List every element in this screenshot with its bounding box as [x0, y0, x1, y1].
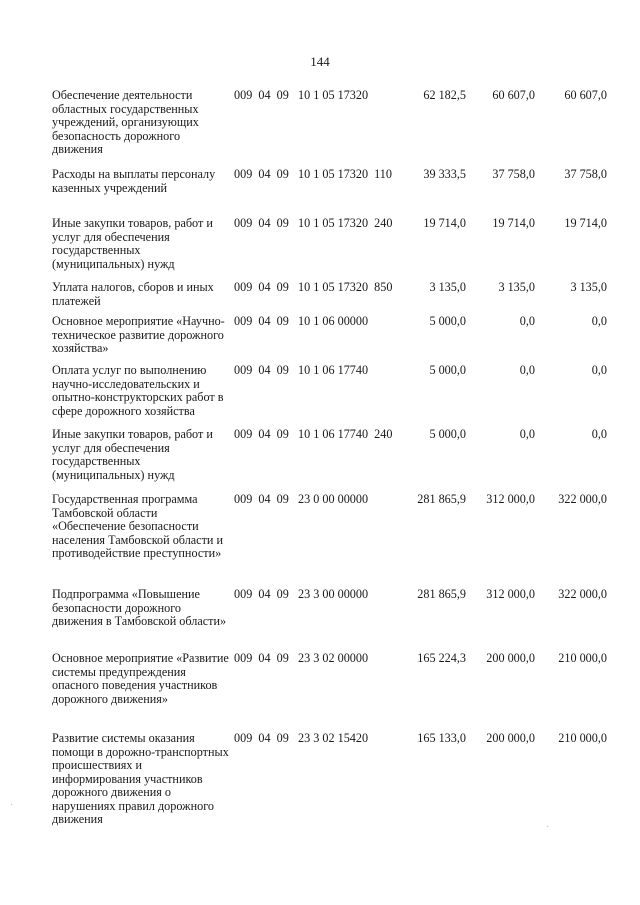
row-name: Оплата услуг по выполнению научно-исследовательских и опытно-конструкторских работ в сфере дорожного хозяйства — [52, 363, 224, 418]
row-value-2: 312 000,0 — [486, 492, 535, 506]
row-value-3: 322 000,0 — [558, 492, 607, 506]
row-code: 009 04 09 23 0 00 00000 — [234, 492, 369, 506]
row-code: 009 04 09 10 1 05 17320 — [234, 88, 369, 102]
row-name: Подпрограмма «Повышение безопасности дорожного движения в Тамбовской области» — [52, 587, 227, 628]
row-value-1: 165 133,0 — [417, 731, 466, 745]
row-value-3: 210 000,0 — [558, 651, 607, 665]
row-name: Обеспечение деятельности областных государственных учреждений, организующих безопасность дорожного движения — [52, 88, 199, 156]
row-value-2: 37 758,0 — [492, 167, 535, 181]
row-value-1: 281 865,9 — [417, 492, 466, 506]
row-value-2: 0,0 — [519, 427, 535, 441]
row-value-3: 0,0 — [591, 363, 607, 377]
row-value-3: 0,0 — [591, 314, 607, 328]
row-code: 009 04 09 10 1 05 17320 850 — [234, 280, 393, 294]
row-value-3: 0,0 — [591, 427, 607, 441]
page-number: 144 — [310, 54, 330, 69]
row-name: Уплата налогов, сборов и иных платежей — [52, 280, 214, 308]
row-name: Развитие системы оказания помощи в дорожно-транспортных происшествиях и информирования участников дорожного движения о нарушениях правил дорожного движения — [52, 731, 229, 826]
row-value-2: 3 135,0 — [498, 280, 535, 294]
row-name: Государственная программа Тамбовской области «Обеспечение безопасности населения Тамбовской области и противодействие преступности» — [52, 492, 224, 560]
row-code: 009 04 09 10 1 06 17740 240 — [234, 427, 393, 441]
row-name: Основное мероприятие «Научно-техническое развитие дорожного хозяйства» — [52, 314, 225, 355]
row-value-2: 312 000,0 — [486, 587, 535, 601]
row-value-1: 281 865,9 — [417, 587, 466, 601]
row-code: 009 04 09 23 3 00 00000 — [234, 587, 369, 601]
row-value-2: 0,0 — [519, 363, 535, 377]
row-value-3: 210 000,0 — [558, 731, 607, 745]
row-value-2: 200 000,0 — [486, 651, 535, 665]
row-code: 009 04 09 23 3 02 00000 — [234, 651, 369, 665]
row-value-1: 165 224,3 — [417, 651, 466, 665]
row-name: Расходы на выплаты персоналу казенных учреждений — [52, 167, 216, 195]
scan-mark: · — [546, 822, 550, 833]
row-code: 009 04 09 10 1 05 17320 240 — [234, 216, 393, 230]
row-name: Основное мероприятие «Развитие системы предупреждения опасного поведения участников дорожного движения» — [52, 651, 229, 706]
row-code: 009 04 09 10 1 05 17320 110 — [234, 167, 392, 181]
row-value-3: 37 758,0 — [564, 167, 607, 181]
row-name: Иные закупки товаров, работ и услуг для обеспечения государственных (муниципальных) нужд — [52, 216, 213, 271]
row-value-3: 322 000,0 — [558, 587, 607, 601]
row-value-2: 19 714,0 — [492, 216, 535, 230]
row-value-3: 19 714,0 — [564, 216, 607, 230]
row-value-2: 0,0 — [519, 314, 535, 328]
row-value-3: 60 607,0 — [564, 88, 607, 102]
row-name: Иные закупки товаров, работ и услуг для обеспечения государственных (муниципальных) нужд — [52, 427, 213, 482]
row-value-1: 5 000,0 — [429, 363, 466, 377]
scan-mark: · — [10, 800, 14, 811]
row-value-3: 3 135,0 — [570, 280, 607, 294]
row-value-1: 5 000,0 — [429, 427, 466, 441]
row-value-2: 60 607,0 — [492, 88, 535, 102]
row-value-1: 19 714,0 — [423, 216, 466, 230]
row-value-1: 5 000,0 — [429, 314, 466, 328]
row-code: 009 04 09 10 1 06 17740 — [234, 363, 369, 377]
row-value-2: 200 000,0 — [486, 731, 535, 745]
row-value-1: 62 182,5 — [423, 88, 466, 102]
row-value-1: 3 135,0 — [429, 280, 466, 294]
row-code: 009 04 09 10 1 06 00000 — [234, 314, 369, 328]
row-value-1: 39 333,5 — [423, 167, 466, 181]
row-code: 009 04 09 23 3 02 15420 — [234, 731, 369, 745]
